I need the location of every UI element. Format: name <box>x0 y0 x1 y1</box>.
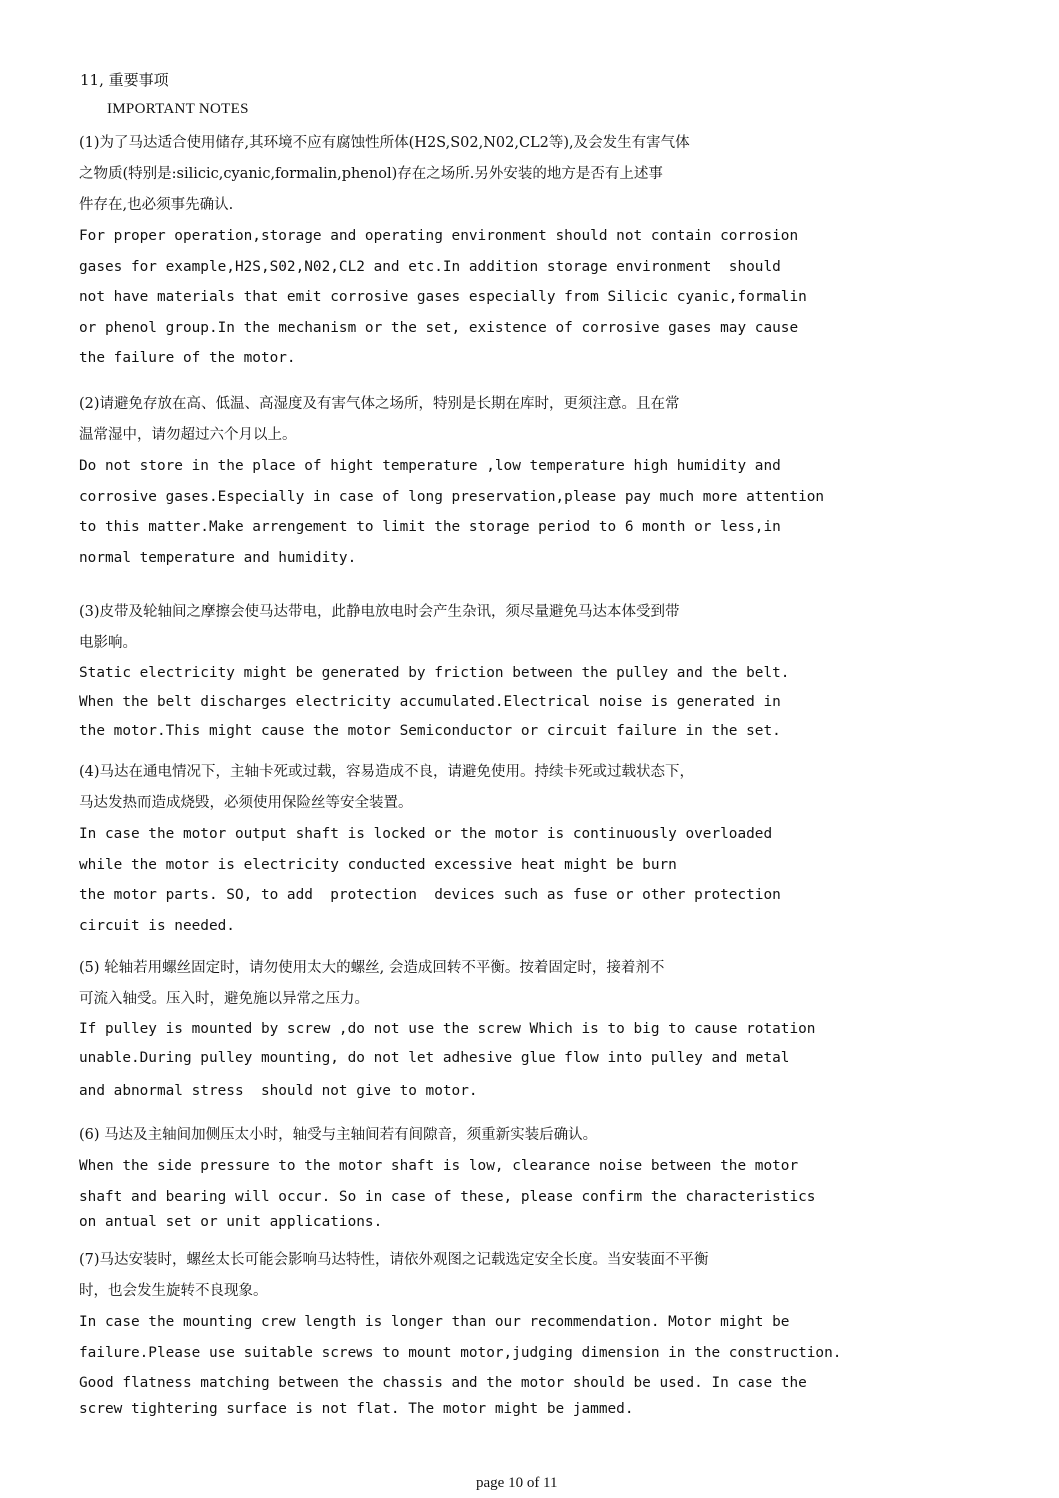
note-2-en-line-1: Do not store in the place of hight temperature ,low temperature high humidity and <box>79 458 781 474</box>
note-3-cn-line-2: 电影响。 <box>79 635 137 651</box>
note-4-en-line-1: In case the motor output shaft is locked or the motor is continuously overloaded <box>79 826 773 842</box>
note-4-en-line-2: while the motor is electricity conducted excessive heat might be burn <box>79 856 677 873</box>
note-6-cn-line-1: (6) 马达及主轴间加侧压太小时，轴受与主轴间若有间隙音，须重新实装后确认。 <box>79 1127 598 1143</box>
note-7 <box>79 1245 842 1419</box>
note-7-en-line-2: failure.Please use suitable screws to mount motor,judging dimension in the construction. <box>79 1344 842 1361</box>
note-6-en-line-1: When the side pressure to the motor shaft is low, clearance noise between the motor <box>79 1158 799 1174</box>
note-2-en-line-2: corrosive gases.Especially in case of long preservation,please pay much more attention <box>79 488 825 505</box>
note-1-en-line-1: For proper operation,storage and operating environment should not contain corrosion <box>79 228 799 244</box>
note-3-en-line-1: Static electricity might be generated by friction between the pulley and the belt. <box>79 665 790 681</box>
page-number: page 10 of 11 <box>476 1475 558 1491</box>
note-2-en-line-3: to this matter.Make arrengement to limit the storage period to 6 month or less,in <box>79 519 781 536</box>
note-5 <box>79 953 839 1106</box>
note-7-en-line-1: In case the mounting crew length is longer than our recommendation. Motor might be <box>79 1314 790 1330</box>
note-6 <box>79 1120 839 1232</box>
note-4-cn-line-1: (4)马达在通电情况下，主轴卡死或过载，容易造成不良，请避免使用。持续卡死或过载状态下， <box>79 764 695 780</box>
note-1-cn-line-3: 件存在,也必须事先确认. <box>79 197 234 213</box>
note-2-cn-line-2: 温常湿中，请勿超过六个月以上。 <box>79 427 297 443</box>
note-1-en-line-3: not have materials that emit corrosive gases especially from Silicic cyanic,formalin <box>79 289 807 306</box>
note-1-cn-line-1: (1)为了马达适合使用储存,其环境不应有腐蚀性所体(H2S,S02,N02,CL2等),及会发生有害气体 <box>79 135 690 151</box>
section-subheading: IMPORTANT NOTES <box>107 101 249 117</box>
note-3 <box>79 597 839 746</box>
note-5-en-line-2: unable.During pulley mounting, do not let adhesive glue flow into pulley and metal <box>79 1050 790 1066</box>
section-heading: 11, 重要事项 <box>80 71 169 89</box>
note-7-cn-line-2: 时，也会发生旋转不良现象。 <box>79 1283 268 1299</box>
note-4-cn-line-2: 马达发热而造成烧毁，必须使用保险丝等安全装置。 <box>79 795 413 811</box>
note-1-cn-line-2: 之物质(特别是:silicic,cyanic,formalin,phenol)存在之场所.另外安装的地方是否有上述事 <box>79 166 663 182</box>
note-2-en-line-4: normal temperature and humidity. <box>79 549 357 566</box>
note-2 <box>79 389 839 573</box>
note-5-en-line-1: If pulley is mounted by screw ,do not use the screw Which is to big to cause rotation <box>79 1021 816 1037</box>
note-3-cn-line-1: (3)皮带及轮轴间之摩擦会使马达带电，此静电放电时会产生杂讯，须尽量避免马达本体受到带 <box>79 604 680 620</box>
note-5-cn-line-1: (5) 轮轴若用螺丝固定时，请勿使用太大的螺丝, 会造成回转不平衡。按着固定时，接着剂不 <box>79 960 665 976</box>
note-3-en-line-2: When the belt discharges electricity accumulated.Electrical noise is generated in <box>79 694 781 710</box>
note-2-cn-line-1: (2)请避免存放在高、低温、高湿度及有害气体之场所，特别是长期在库时，更须注意。且在常 <box>79 396 680 412</box>
note-6-en-line-3: on antual set or unit applications. <box>79 1214 383 1231</box>
note-1-en-line-2: gases for example,H2S,S02,N02,CL2 and etc.In addition storage environment should <box>79 258 781 275</box>
note-1-en-line-5: the failure of the motor. <box>79 350 296 367</box>
note-1 <box>79 128 839 374</box>
note-3-en-line-3: the motor.This might cause the motor Semiconductor or circuit failure in the set. <box>79 723 781 739</box>
note-4-en-line-3: the motor parts. SO, to add protection devices such as fuse or other protection <box>79 887 781 904</box>
note-4 <box>79 757 839 941</box>
note-5-en-line-3: and abnormal stress should not give to motor. <box>79 1083 478 1099</box>
note-7-en-line-4: screw tightering surface is not flat. The motor might be jammed. <box>79 1400 634 1417</box>
note-5-cn-line-2: 可流入轴受。压入时，避免施以异常之压力。 <box>79 991 369 1007</box>
note-6-en-line-2: shaft and bearing will occur. So in case of these, please confirm the characteristics <box>79 1188 816 1205</box>
note-7-cn-line-1: (7)马达安装时，螺丝太长可能会影响马达特性，请依外观图之记载选定安全长度。当安装面不平衡 <box>79 1252 709 1268</box>
note-4-en-line-4: circuit is needed. <box>79 917 235 934</box>
note-1-en-line-4: or phenol group.In the mechanism or the set, existence of corrosive gases may cause <box>79 319 799 336</box>
note-7-en-line-3: Good flatness matching between the chassis and the motor should be used. In case the <box>79 1375 807 1392</box>
